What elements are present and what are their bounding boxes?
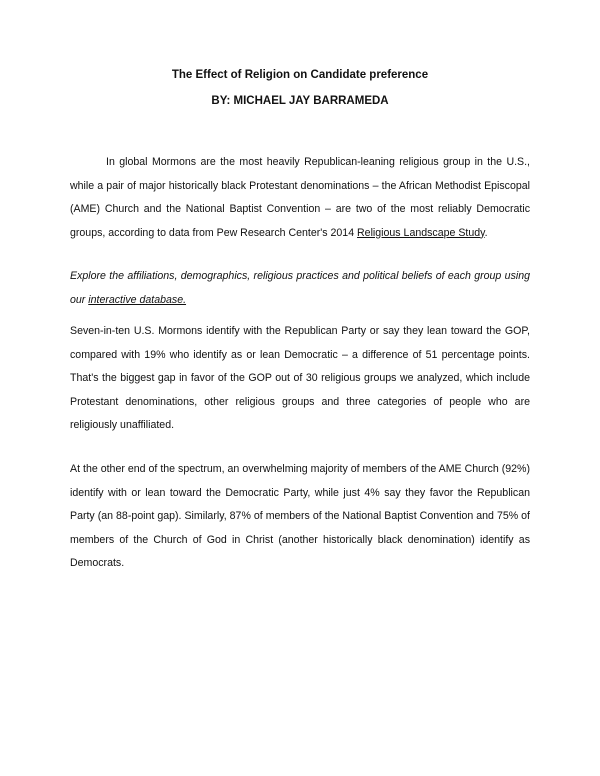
religious-landscape-study-link[interactable]: Religious Landscape Study — [357, 226, 485, 239]
paragraph-intro — [70, 151, 530, 245]
paragraph-ame-church: At the other end of the spectrum, an overwhelming majority of members of the AME Church (92%) identify with or lean toward the Democratic Party, while just 4% say they favor the Republican Party (an 88-point gap). Similarly, 87% of members of the National Baptist Convention and 75% of members of the Church of God in Christ (another historically black denomination) identify as Democrats. — [70, 463, 530, 569]
paragraph-explore — [70, 265, 530, 312]
interactive-database-link[interactable]: interactive database. — [88, 293, 187, 306]
paragraph-explore-text: Explore the affiliations, demographics, religious practices and political beliefs of each group using our — [70, 270, 530, 306]
document-author: BY: MICHAEL JAY BARRAMEDA — [211, 95, 389, 107]
paragraph-mormons: Seven-in-ten U.S. Mormons identify with the Republican Party or say they lean toward the GOP, compared with 19% who identify as or lean Democratic – a difference of 51 percentage points. That's the biggest gap in favor of the GOP out of 30 religious groups we analyzed, which include Protestant denominations, other religious groups and three categories of people who are religiously unaffiliated. — [70, 325, 530, 431]
paragraph-intro-text: In global Mormons are the most heavily Republican-leaning religious group in the U.S., while a pair of major historically black Protestant denominations – the African Methodist Episcopal (AME) Church and the National Baptist Convention – are two of the most reliably Democratic groups, according to data from Pew Research Center's 2014 — [70, 156, 530, 239]
document-title: The Effect of Religion on Candidate preference — [171, 69, 429, 81]
paragraph-intro-end: . — [484, 226, 488, 239]
